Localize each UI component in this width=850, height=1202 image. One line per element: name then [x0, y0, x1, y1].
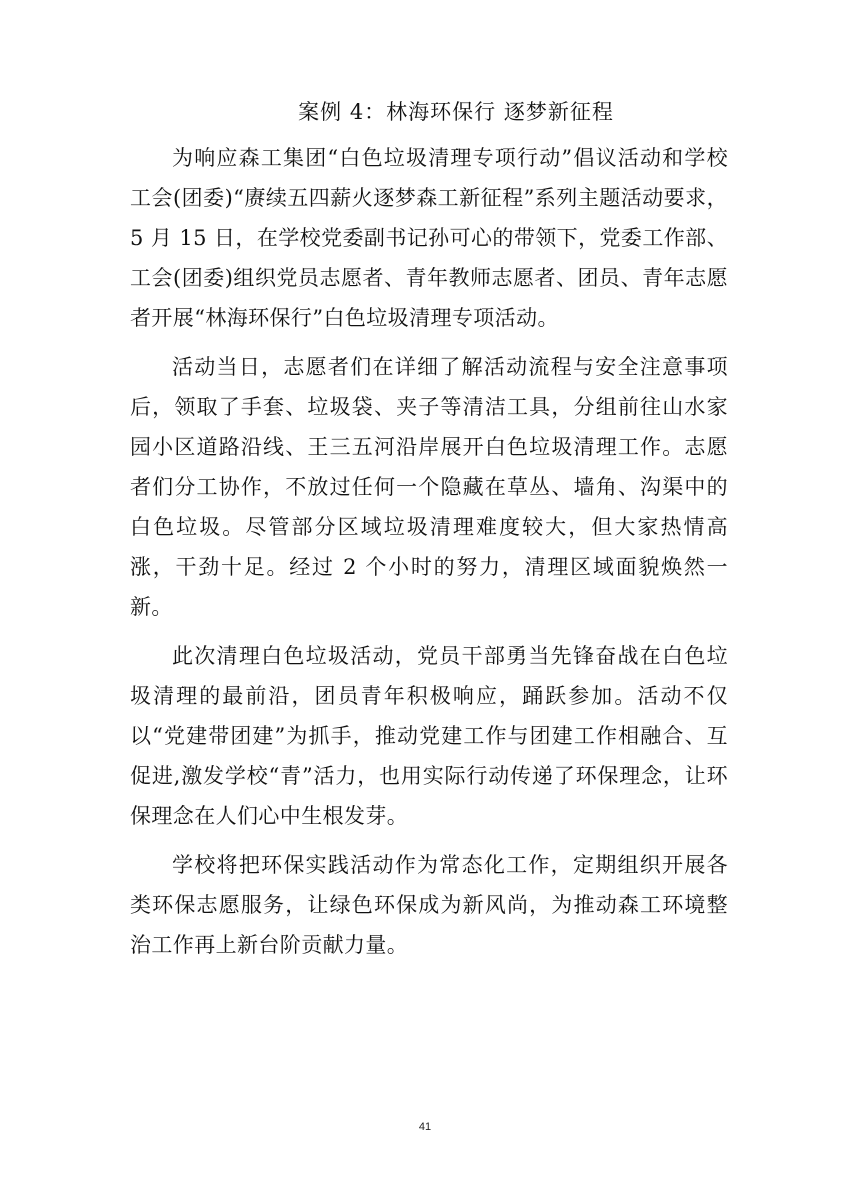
paragraph-significance: 此次清理白色垃圾活动，党员干部勇当先锋奋战在白色垃圾清理的最前沿，团员青年积极响应，踊跃参加。活动不仅以“党建带团建”为抓手，推动党建工作与团建工作相融合、互促进,激发学校“青”活力，也用实际行动传递了环保理念，让环保理念在人们心中生根发芽。: [130, 644, 728, 828]
page-number: 41: [418, 1121, 432, 1133]
paragraph-outlook: 学校将把环保实践活动作为常态化工作，定期组织开展各类环保志愿服务，让绿色环保成为新风尚，为推动森工环境整治工作再上新台阶贡献力量。: [130, 853, 728, 957]
case-title: 案例 4：林海环保行 逐梦新征程: [298, 100, 614, 124]
paragraph-intro: 为响应森工集团“白色垃圾清理专项行动”倡议活动和学校工会(团委)“赓续五四薪火逐梦森工新征程”系列主题活动要求，5 月 15 日，在学校党委副书记孙可心的带领下，党委工作部、工会(团委)组织党员志愿者、青年教师志愿者、团员、青年志愿者开展“林海环保行”白色垃圾清理专项活动。: [130, 146, 728, 330]
document-page: [130, 96, 728, 974]
paragraph-activity: 活动当日，志愿者们在详细了解活动流程与安全注意事项后，领取了手套、垃圾袋、夹子等清洁工具，分组前往山水家园小区道路沿线、王三五河沿岸展开白色垃圾清理工作。志愿者们分工协作，不放过任何一个隐藏在草丛、墙角、沟渠中的白色垃圾。尽管部分区域垃圾清理难度较大，但大家热情高涨，干劲十足。经过 2 个小时的努力，清理区域面貌焕然一新。: [130, 355, 728, 619]
